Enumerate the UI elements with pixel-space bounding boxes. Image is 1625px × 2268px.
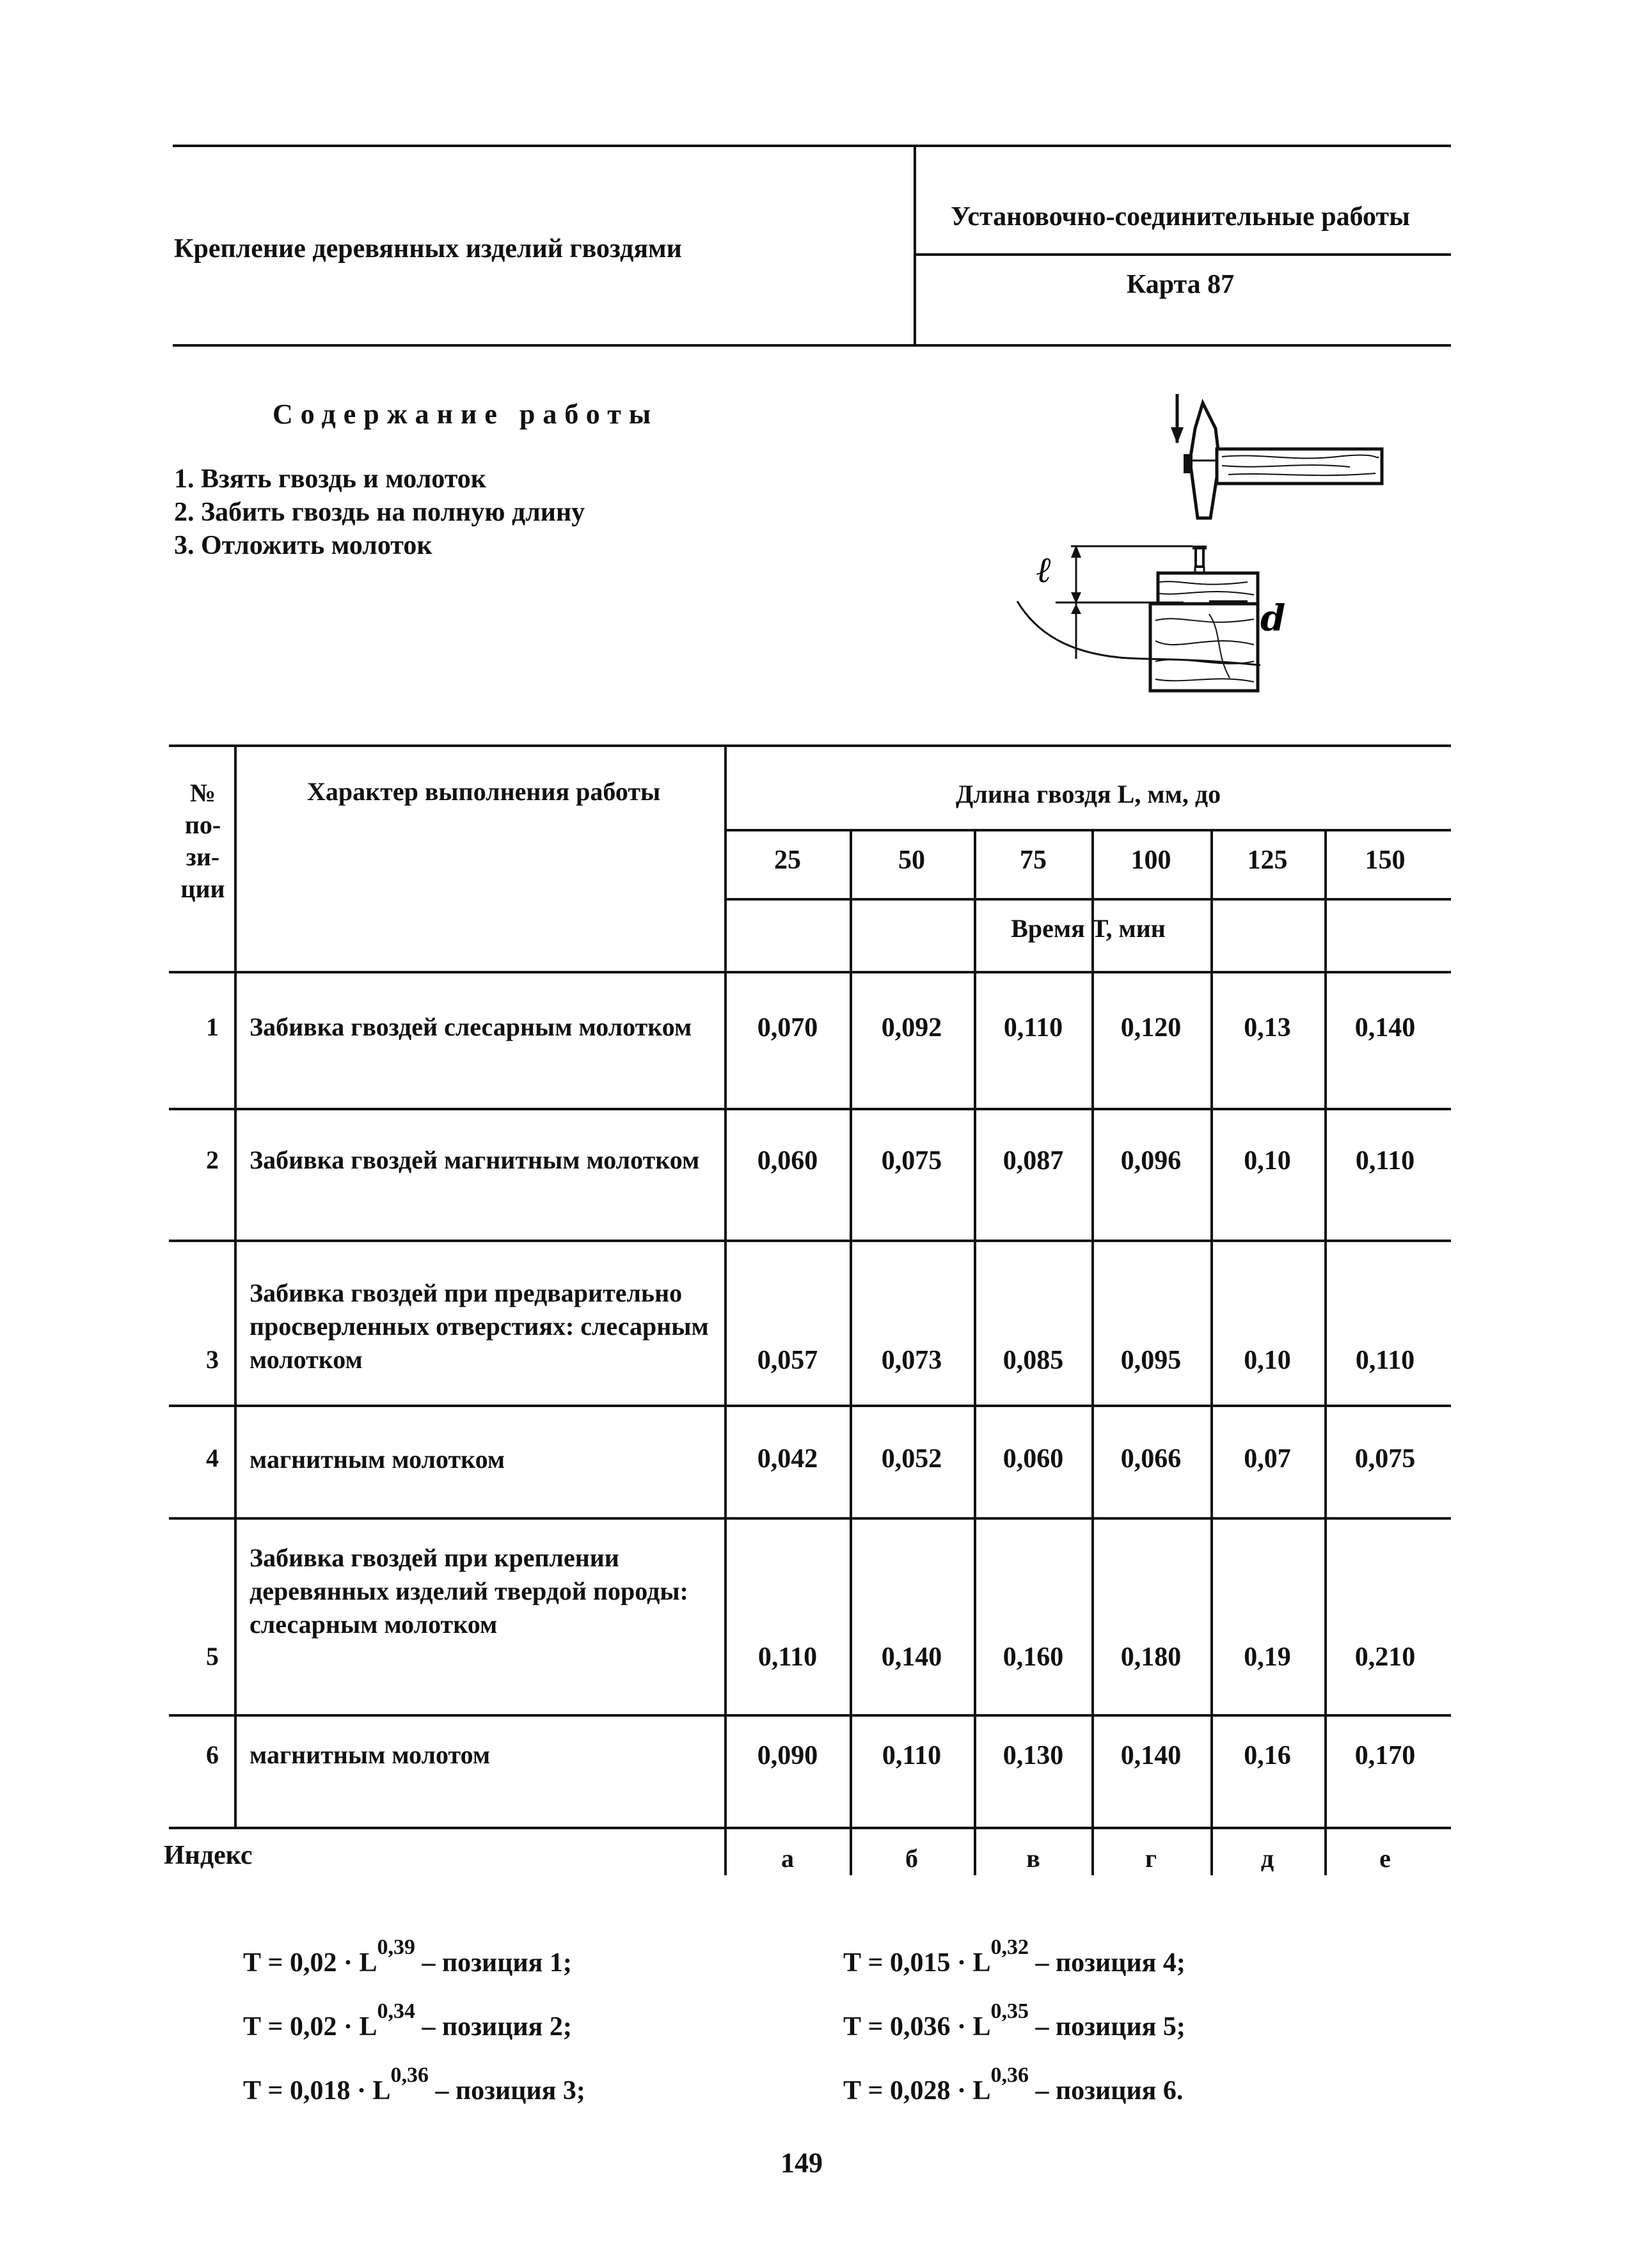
table-bottom-rule xyxy=(169,1827,1451,1829)
work-content-heading: Содержание работы xyxy=(273,398,659,430)
row-description: магнитным молотком xyxy=(250,1445,505,1474)
col-header-no-line: ции xyxy=(180,874,225,903)
row-description: Забивка гвоздей магнитным молотком xyxy=(250,1146,700,1174)
time-cell: 0,10 xyxy=(1244,1346,1291,1375)
index-cell: в xyxy=(1026,1844,1040,1873)
time-cell: 0,170 xyxy=(1354,1741,1416,1770)
col-rule xyxy=(234,744,237,1828)
time-cell: 0,075 xyxy=(881,1146,942,1176)
col-rule xyxy=(974,829,976,1875)
formula-position: – позиция 6. xyxy=(1028,2076,1184,2106)
time-cell: 0,140 xyxy=(1120,1741,1182,1770)
time-cell: 0,16 xyxy=(1244,1741,1291,1770)
col-rule xyxy=(1091,829,1094,1875)
formula-position: – позиция 1; xyxy=(415,1948,572,1978)
time-cell: 0,073 xyxy=(881,1346,942,1375)
row-rule xyxy=(169,1108,1451,1110)
formula-exponent: 0,34 xyxy=(377,1999,415,2023)
index-cell: а xyxy=(781,1844,794,1873)
col-header-description: Характер выполнения работы xyxy=(307,777,661,806)
col-header-no-line: зи- xyxy=(186,842,220,871)
formula-position: – позиция 2; xyxy=(415,2012,572,2042)
time-cell: 0,057 xyxy=(757,1346,818,1375)
formula-exponent: 0,32 xyxy=(990,1935,1029,1959)
time-cell: 0,140 xyxy=(881,1642,942,1672)
index-cell: д xyxy=(1260,1844,1274,1873)
formula xyxy=(243,2063,585,2106)
table-top-rule xyxy=(169,744,1451,747)
col-header-time: Время Т, мин xyxy=(1011,914,1166,943)
formula xyxy=(243,1935,572,1978)
document-title: Крепление деревянных изделий гвоздями xyxy=(174,234,682,264)
time-cell: 0,092 xyxy=(881,1013,942,1043)
row-number: 5 xyxy=(206,1642,219,1671)
row-description: Забивка гвоздей при креплении деревянных изделий твердой породы: слесарным молотком xyxy=(250,1543,688,1639)
time-cell: 0,096 xyxy=(1120,1146,1182,1176)
length-cell: 50 xyxy=(898,846,925,875)
formula-exponent: 0,36 xyxy=(390,2063,429,2087)
formula-exponent: 0,36 xyxy=(990,2063,1029,2087)
index-cell: е xyxy=(1379,1844,1391,1873)
row-number: 1 xyxy=(206,1012,219,1041)
dimension-label-d: d xyxy=(1260,597,1286,640)
hammer-nail-diagram-icon xyxy=(992,390,1401,697)
time-cell: 0,075 xyxy=(1354,1444,1416,1474)
time-cell: 0,07 xyxy=(1244,1444,1291,1474)
col-header-no-line: № xyxy=(189,778,216,807)
formula-exponent: 0,39 xyxy=(377,1935,415,1959)
time-cell: 0,110 xyxy=(1355,1346,1415,1375)
formula xyxy=(843,2063,1184,2106)
table-head-bottom-rule xyxy=(169,971,1451,973)
row-description: Забивка гвоздей при предварительно просверленных отверстиях: слесарным молотком xyxy=(250,1279,709,1374)
time-cell: 0,110 xyxy=(1355,1146,1415,1176)
col-rule xyxy=(850,829,852,1875)
col-rule xyxy=(724,744,727,1875)
time-cell: 0,066 xyxy=(1120,1444,1182,1474)
time-cell: 0,087 xyxy=(1003,1146,1064,1176)
row-description: Забивка гвоздей слесарным молотком xyxy=(250,1012,692,1041)
table-time-rule xyxy=(725,898,1451,901)
time-cell: 0,140 xyxy=(1354,1013,1416,1043)
time-cell: 0,060 xyxy=(1003,1444,1064,1474)
header-mid-rule xyxy=(915,253,1451,256)
row-description: магнитным молотом xyxy=(250,1740,491,1769)
time-cell: 0,095 xyxy=(1120,1346,1182,1375)
time-cell: 0,090 xyxy=(757,1741,818,1770)
time-cell: 0,210 xyxy=(1354,1642,1416,1672)
row-number: 6 xyxy=(206,1740,219,1769)
time-cell: 0,110 xyxy=(882,1741,942,1770)
time-cell: 0,110 xyxy=(1003,1013,1063,1043)
time-cell: 0,130 xyxy=(1003,1741,1064,1770)
formula-position: – позиция 3; xyxy=(428,2076,585,2106)
col-header-no-line: по- xyxy=(184,810,221,839)
formula xyxy=(243,1999,572,2042)
time-cell: 0,060 xyxy=(757,1146,818,1176)
time-cell: 0,10 xyxy=(1244,1146,1291,1176)
index-cell: б xyxy=(905,1844,918,1873)
formula-coefficient: Т = 0,018 · L xyxy=(243,2076,391,2106)
formula xyxy=(843,1999,1185,2042)
work-step: 2. Забить гвоздь на полную длину xyxy=(174,498,585,527)
header-bottom-rule xyxy=(173,344,1451,347)
formula-position: – позиция 5; xyxy=(1028,2012,1185,2042)
time-cell: 0,070 xyxy=(757,1013,818,1043)
header-top-rule xyxy=(173,145,1451,147)
time-cell: 0,042 xyxy=(757,1444,818,1474)
time-cell: 0,180 xyxy=(1120,1642,1182,1672)
formula xyxy=(843,1935,1185,1978)
time-cell: 0,052 xyxy=(881,1444,942,1474)
formula-coefficient: Т = 0,02 · L xyxy=(243,1948,377,1978)
work-step: 1. Взять гвоздь и молоток xyxy=(174,464,486,494)
row-number: 3 xyxy=(206,1345,219,1374)
row-rule xyxy=(169,1240,1451,1242)
time-cell: 0,160 xyxy=(1003,1642,1064,1672)
row-number: 4 xyxy=(206,1444,219,1472)
row-rule xyxy=(169,1714,1451,1717)
time-cell: 0,110 xyxy=(757,1642,818,1672)
index-cell: г xyxy=(1145,1844,1157,1873)
page-number: 149 xyxy=(781,2147,823,2178)
length-cell: 25 xyxy=(774,846,801,875)
formula-exponent: 0,35 xyxy=(990,1999,1029,2023)
length-cell: 100 xyxy=(1130,846,1171,875)
col-header-length: Длина гвоздя L, мм, до xyxy=(955,780,1221,808)
header-divider xyxy=(914,145,916,345)
formula-coefficient: Т = 0,02 · L xyxy=(243,2012,377,2042)
index-label: Индекс xyxy=(164,1841,253,1870)
time-cell: 0,19 xyxy=(1244,1642,1291,1672)
length-cell: 150 xyxy=(1365,846,1406,875)
formula-coefficient: Т = 0,015 · L xyxy=(843,1948,991,1978)
row-rule xyxy=(169,1517,1451,1520)
time-cell: 0,085 xyxy=(1003,1346,1064,1375)
length-cell: 75 xyxy=(1020,846,1047,875)
col-rule xyxy=(1324,829,1327,1875)
section-title: Установочно-соединительные работы xyxy=(951,202,1410,232)
time-cell: 0,13 xyxy=(1244,1013,1291,1043)
formula-coefficient: Т = 0,028 · L xyxy=(843,2076,991,2106)
time-cell: 0,120 xyxy=(1120,1013,1182,1043)
row-number: 2 xyxy=(206,1146,219,1174)
work-step: 3. Отложить молоток xyxy=(174,531,432,560)
table-length-rule xyxy=(725,829,1451,831)
length-cell: 125 xyxy=(1247,846,1288,875)
row-rule xyxy=(169,1405,1451,1407)
dimension-label-l: ℓ xyxy=(1036,549,1052,591)
formula-coefficient: Т = 0,036 · L xyxy=(843,2012,991,2042)
card-number: Карта 87 xyxy=(1126,270,1235,299)
formula-position: – позиция 4; xyxy=(1028,1948,1185,1978)
